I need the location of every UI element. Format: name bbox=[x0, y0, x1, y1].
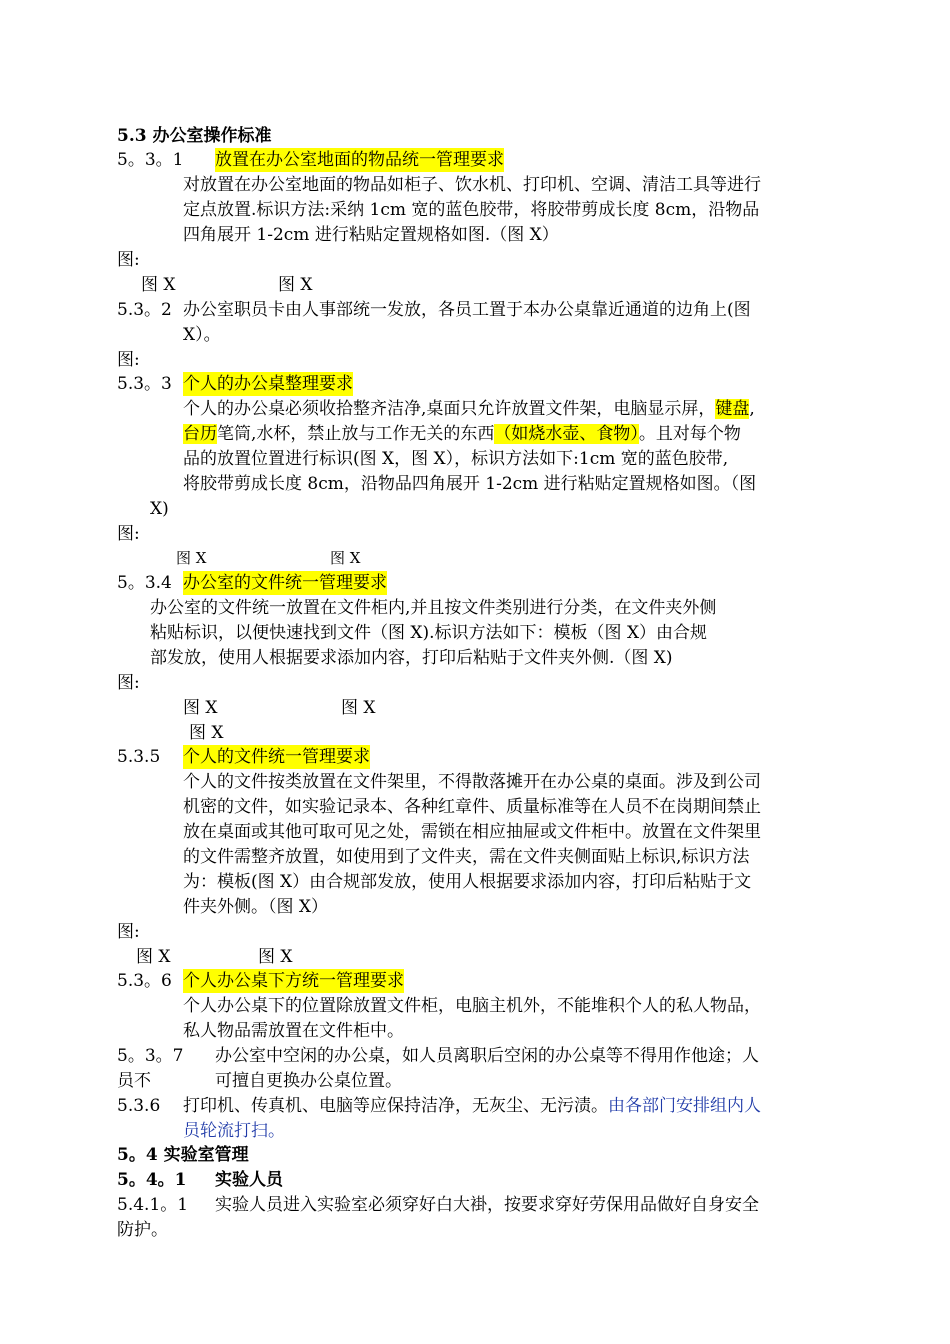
figure-caption: 图 X bbox=[136, 947, 171, 967]
paragraph-line: 定点放置.标识方法:采纳 1cm 宽的蓝色胶带，将胶带剪成长度 8cm，沿物品 bbox=[183, 200, 760, 220]
paragraph-line: 为：模板(图 X）由合规部发放，使用人根据要求添加内容，打印后粘贴于文 bbox=[183, 872, 752, 892]
subsection-title: 实验人员 bbox=[215, 1170, 283, 1190]
paragraph-line bbox=[183, 397, 755, 421]
text-run: 。且对每个物 bbox=[638, 424, 741, 444]
item-number: 5.3。6 bbox=[117, 971, 172, 991]
paragraph-line: 可擅自更换办公桌位置。 bbox=[215, 1071, 402, 1091]
text-run: , bbox=[749, 399, 755, 419]
paragraph-line: 办公室的文件统一放置在文件柜内,并且按文件类别进行分类，在文件夹外侧 bbox=[150, 598, 717, 618]
highlighted-text: （如烧水壶、食物） bbox=[494, 424, 639, 444]
paragraph-line: 放在桌面或其他可取可见之处，需锁在相应抽屉或文件柜中。放置在文件架里 bbox=[183, 822, 761, 842]
item-heading: 个人的文件统一管理要求 bbox=[183, 747, 370, 767]
paragraph-line: 对放置在办公室地面的物品如柜子、饮水机、打印机、空调、清洁工具等进行 bbox=[183, 175, 761, 195]
figure-caption: 图 X bbox=[141, 275, 176, 295]
paragraph-line: 员轮流打扫。 bbox=[183, 1121, 285, 1141]
figure-caption: 图 X bbox=[183, 698, 218, 718]
section-title: 5.3 办公室操作标准 bbox=[117, 126, 272, 146]
item-number: 5.3.6 bbox=[117, 1096, 161, 1116]
figure-caption: 图 X bbox=[189, 723, 224, 743]
item-heading: 个人的办公桌整理要求 bbox=[183, 374, 353, 394]
figure-caption: 图 X bbox=[278, 275, 313, 295]
paragraph-line: 员不 bbox=[117, 1071, 151, 1091]
highlighted-text: 键盘 bbox=[715, 399, 750, 419]
paragraph-line: 机密的文件，如实验记录本、各种红章件、质量标准等在人员不在岗期间禁止 bbox=[183, 797, 761, 817]
paragraph-line: 件夹外侧。（图 X） bbox=[183, 897, 329, 917]
text-run: 个人的办公桌必须收拾整齐洁净,桌面只允许放置文件架，电脑显示屏， bbox=[183, 399, 716, 419]
figure-caption: 图 X bbox=[330, 549, 361, 567]
paragraph-line: 实验人员进入实验室必须穿好白大褂，按要求穿好劳保用品做好自身安全 bbox=[215, 1195, 759, 1215]
paragraph-line: 办公室中空闲的办公桌，如人员离职后空闲的办公桌等不得用作他途；人 bbox=[215, 1046, 759, 1066]
paragraph-line: X) bbox=[150, 499, 169, 519]
paragraph-line: 品的放置位置进行标识(图 X，图 X），标识方法如下:1cm 宽的蓝色胶带, bbox=[183, 449, 729, 469]
item-number: 5.3。3 bbox=[117, 374, 172, 394]
paragraph-line bbox=[183, 422, 741, 446]
figure-caption: 图 X bbox=[176, 549, 207, 567]
item-number: 5.3。2 bbox=[117, 300, 172, 320]
item-number: 5.3.5 bbox=[117, 747, 161, 767]
item-number: 5。3。7 bbox=[117, 1046, 184, 1066]
text-run: 笔筒,水杯，禁止放与工作无关的东西 bbox=[217, 424, 495, 444]
item-heading: 办公室的文件统一管理要求 bbox=[183, 573, 387, 593]
subsection-number: 5。4。1 bbox=[117, 1170, 187, 1190]
paragraph-line: 部发放，使用人根据要求添加内容，打印后粘贴于文件夹外侧.（图 X) bbox=[150, 648, 673, 668]
paragraph-line: X）。 bbox=[183, 325, 221, 345]
paragraph-line: 粘贴标识，以便快速找到文件（图 X).标识方法如下：模板（图 X）由合规 bbox=[150, 623, 708, 643]
colored-text: 由各部门安排组内人 bbox=[608, 1096, 761, 1116]
item-number: 5.4.1。1 bbox=[117, 1195, 189, 1215]
paragraph-line: 将胶带剪成长度 8cm，沿物品四角展开 1-2cm 进行粘贴定置规格如图。（图 bbox=[183, 474, 757, 494]
section-title: 5。4 实验室管理 bbox=[117, 1145, 249, 1165]
item-number: 5。3.4 bbox=[117, 573, 172, 593]
paragraph-line: 个人办公桌下的位置除放置文件柜，电脑主机外，不能堆积个人的私人物品， bbox=[183, 996, 761, 1016]
figure-label: 图: bbox=[117, 922, 140, 942]
item-heading: 个人办公桌下方统一管理要求 bbox=[183, 971, 404, 991]
paragraph-line: 个人的文件按类放置在文件架里，不得散落摊开在办公桌的桌面。涉及到公司 bbox=[183, 772, 761, 792]
paragraph-line: 办公室职员卡由人事部统一发放，各员工置于本办公桌靠近通道的边角上(图 bbox=[183, 300, 751, 320]
figure-caption: 图 X bbox=[341, 698, 376, 718]
item-number: 5。3。1 bbox=[117, 150, 184, 170]
highlighted-text: 台历 bbox=[183, 424, 217, 444]
text-run: 打印机、传真机、电脑等应保持洁净，无灰尘、无污渍。 bbox=[183, 1096, 608, 1116]
item-heading: 放置在办公室地面的物品统一管理要求 bbox=[215, 150, 504, 170]
paragraph-line: 私人物品需放置在文件柜中。 bbox=[183, 1021, 404, 1041]
figure-caption: 图 X bbox=[258, 947, 293, 967]
figure-label: 图: bbox=[117, 350, 140, 370]
figure-label: 图: bbox=[117, 250, 140, 270]
figure-label: 图: bbox=[117, 673, 140, 693]
paragraph-line: 四角展开 1-2cm 进行粘贴定置规格如图.（图 X） bbox=[183, 225, 559, 245]
paragraph-line: 的文件需整齐放置，如使用到了文件夹，需在文件夹侧面贴上标识,标识方法 bbox=[183, 847, 750, 867]
paragraph-line: 防护。 bbox=[117, 1220, 168, 1240]
figure-label: 图: bbox=[117, 524, 140, 544]
paragraph-line bbox=[183, 1094, 761, 1118]
